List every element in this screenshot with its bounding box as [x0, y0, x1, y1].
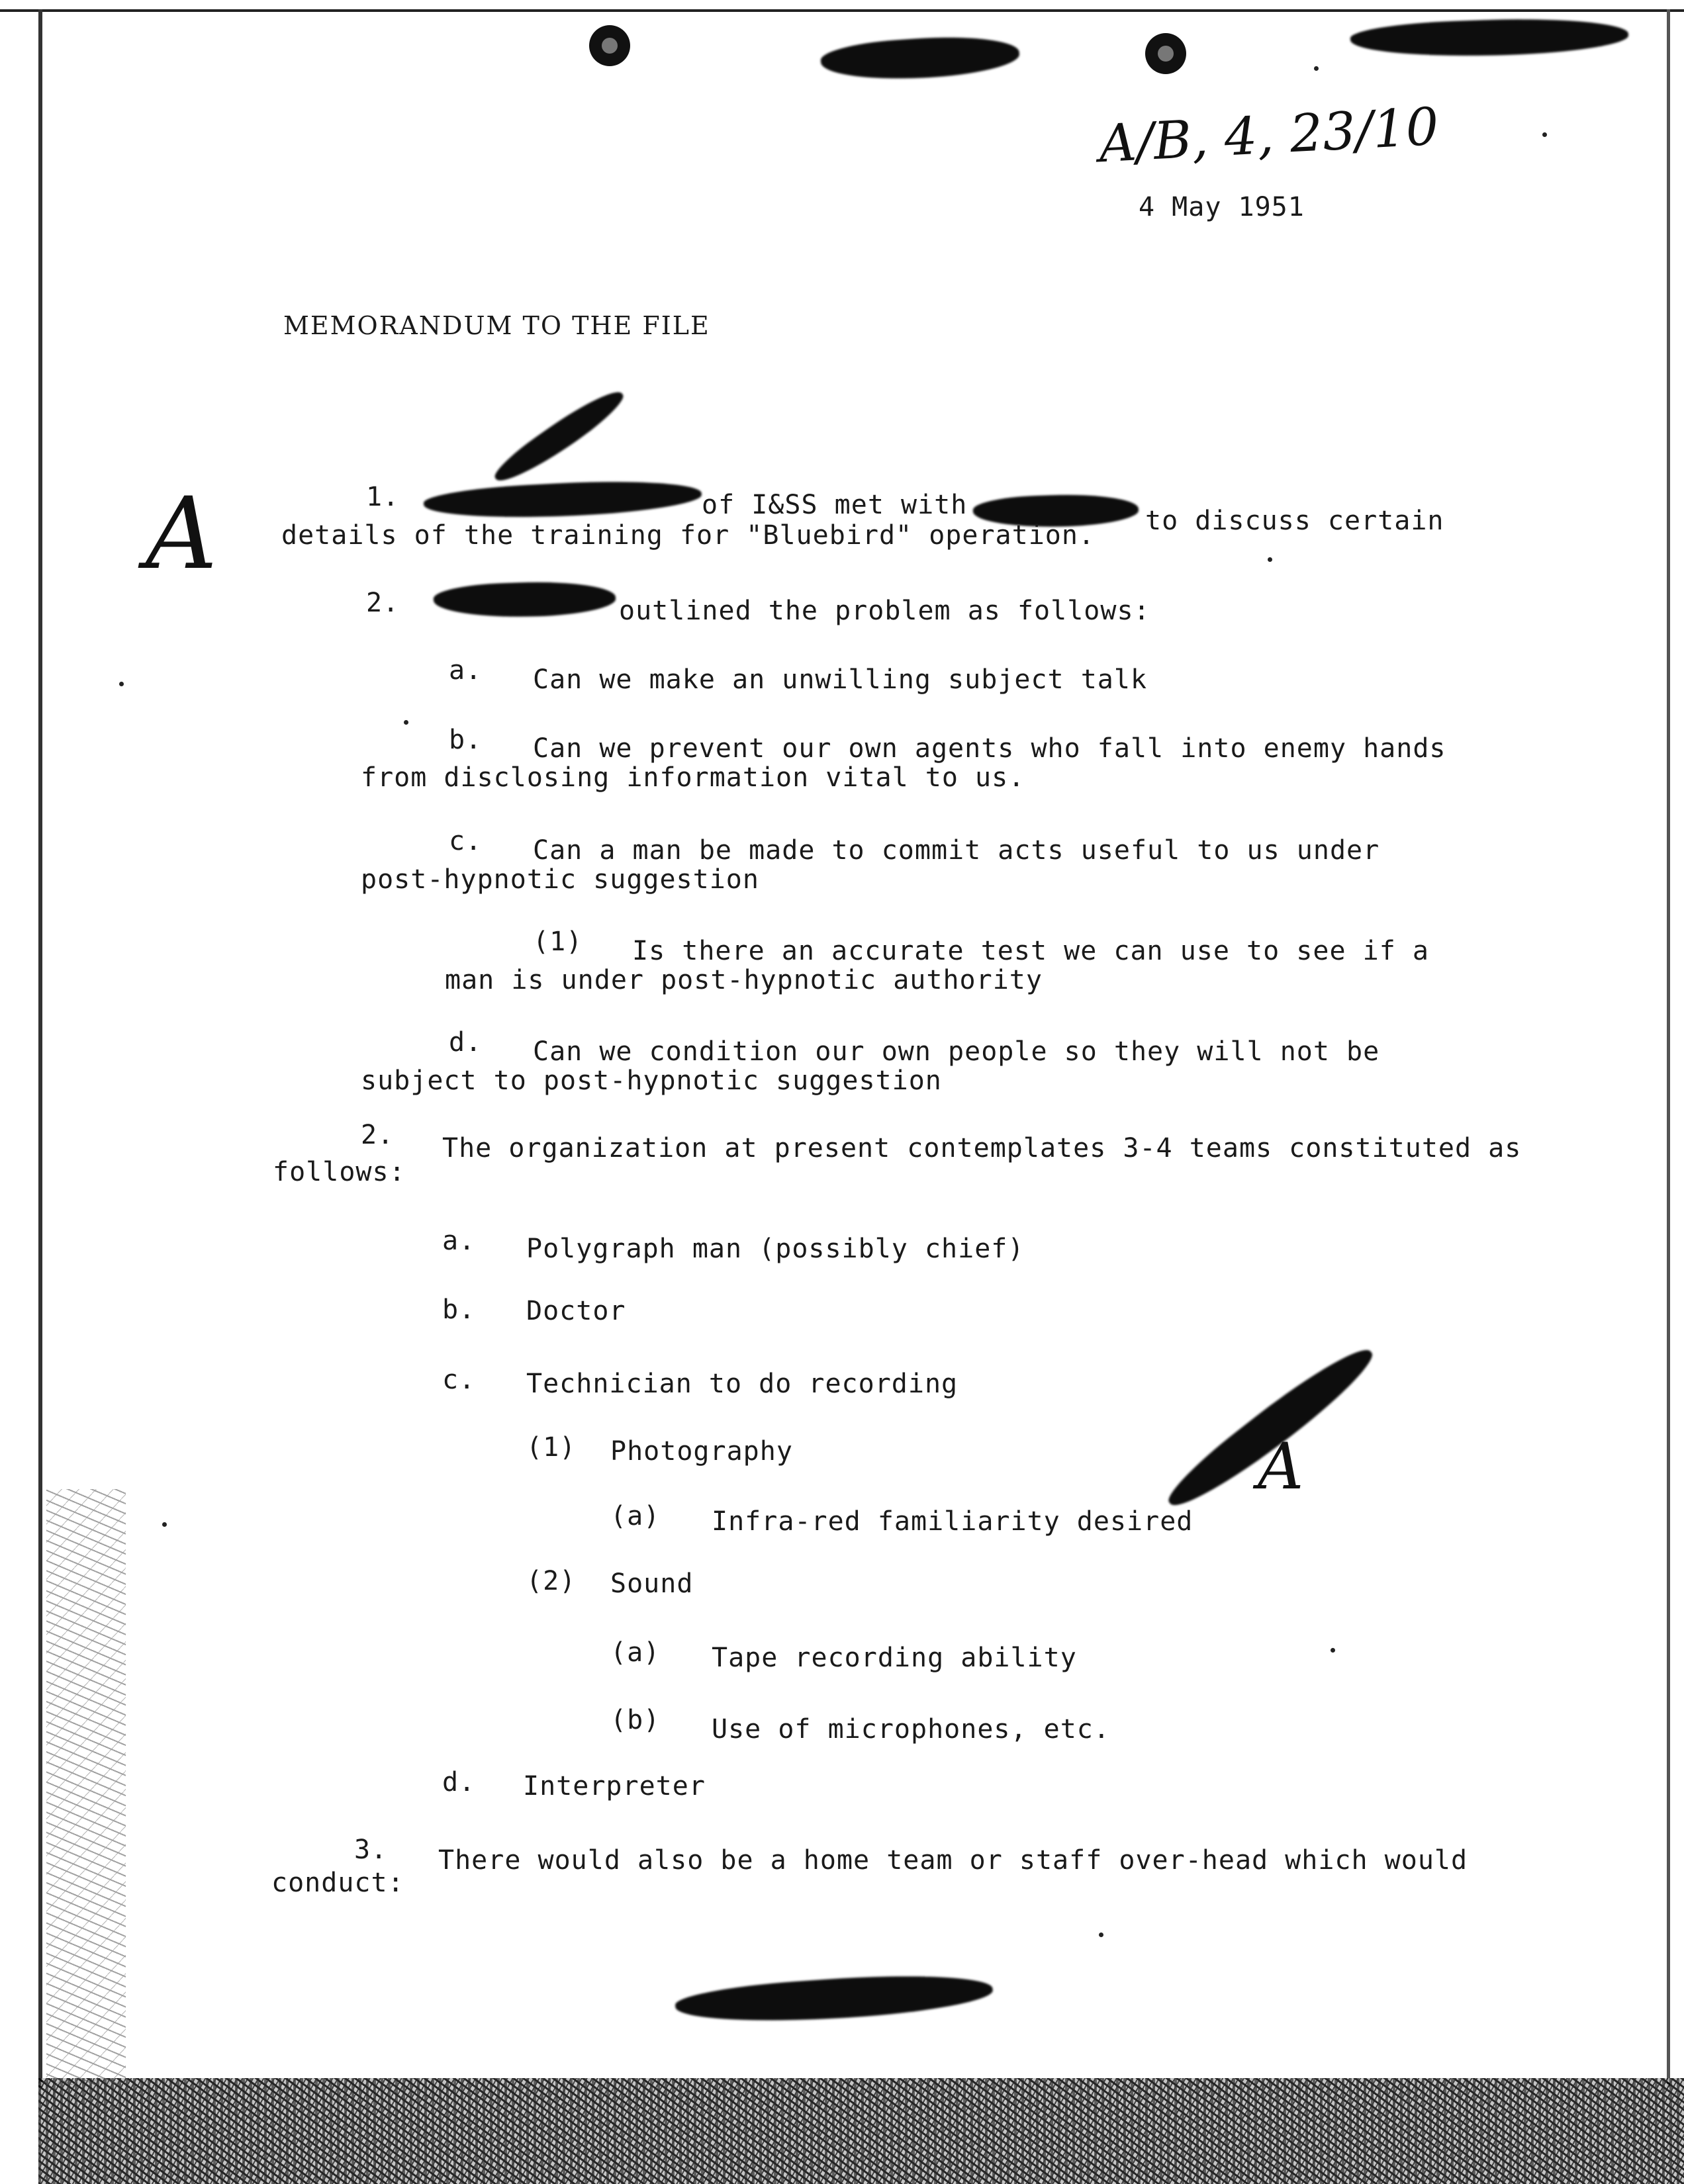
para2-subitem-1-line1: Is there an accurate test we can use to see if a — [632, 936, 1429, 966]
page-right-edge — [1667, 9, 1670, 2087]
para1-number: 1. — [366, 482, 400, 512]
scan-noise-bottom — [38, 2078, 1684, 2184]
team-subsub-b-text: Use of microphones, etc. — [712, 1714, 1110, 1745]
para2-number: 2. — [366, 588, 400, 618]
team-subitem-1-text: Photography — [610, 1436, 793, 1467]
scan-dot — [119, 682, 124, 686]
scan-dot — [1268, 557, 1272, 562]
team-subitem-2-text: Sound — [610, 1569, 694, 1599]
para3-line1: The organization at present contemplates 3-4 teams constituted as — [442, 1133, 1522, 1163]
scan-dot — [404, 720, 408, 725]
redaction-para2-name — [433, 579, 616, 620]
team-item-c-text: Technician to do recording — [526, 1369, 959, 1399]
para2-item-c-line1: Can a man be made to commit acts useful to us under — [533, 835, 1380, 866]
para2-item-b-label: b. — [449, 725, 483, 755]
punch-hole-left — [589, 25, 630, 66]
para1-line2: details of the training for "Bluebird" operation. — [281, 520, 1096, 551]
redaction-top-right — [1350, 15, 1629, 61]
team-subitem-1-label: (1) — [526, 1432, 577, 1463]
memo-date: 4 May 1951 — [1139, 192, 1305, 222]
para1-line1-part2: to discuss certain — [1145, 506, 1444, 536]
margin-mark-a-mid: A — [1258, 1430, 1304, 1504]
redaction-para1-name — [423, 476, 702, 523]
para2-subitem-1-line2: man is under post-hypnotic authority — [445, 965, 1043, 995]
team-subitem-2-label: (2) — [526, 1566, 577, 1596]
para2-intro: outlined the problem as follows: — [619, 596, 1150, 626]
para2-subitem-1-label: (1) — [533, 927, 583, 957]
team-subsub-a2-text: Tape recording ability — [712, 1643, 1077, 1673]
para2-item-d-label: d. — [449, 1027, 483, 1058]
team-item-d-label: d. — [442, 1767, 476, 1797]
scan-dot — [1331, 1648, 1335, 1653]
para4-line2: conduct: — [271, 1868, 404, 1898]
para3-line2: follows: — [273, 1157, 406, 1187]
team-item-d-text: Interpreter — [523, 1771, 706, 1801]
redaction-top-center — [819, 32, 1020, 85]
para2-item-c-label: c. — [449, 826, 483, 856]
team-item-a-text: Polygraph man (possibly chief) — [526, 1234, 1025, 1264]
team-item-b-label: b. — [442, 1295, 476, 1325]
margin-mark-a: A — [146, 477, 218, 592]
redaction-bottom — [674, 1968, 994, 2029]
para2-item-a-line1: Can we make an unwilling subject talk — [533, 664, 1148, 695]
para4-number: 3. — [354, 1835, 388, 1865]
team-subsub-a-text: Infra-red familiarity desired — [712, 1506, 1193, 1537]
team-item-a-label: a. — [442, 1226, 476, 1256]
memo-title: MEMORANDUM TO THE FILE — [283, 311, 710, 340]
page-left-edge — [38, 9, 42, 2087]
scan-noise-left — [46, 1489, 126, 2085]
redaction-para1-scribble — [489, 383, 629, 492]
para2-item-b-line2: from disclosing information vital to us. — [361, 762, 1025, 793]
para1-line1-part1: of I&SS met with — [702, 490, 968, 520]
team-subsub-a-label: (a) — [610, 1501, 661, 1531]
scan-dot — [1099, 1933, 1103, 1937]
team-item-b-text: Doctor — [526, 1296, 626, 1326]
team-item-c-label: c. — [442, 1365, 476, 1395]
scan-dot — [1314, 66, 1319, 71]
team-subsub-b-label: (b) — [610, 1705, 661, 1735]
para2-item-d-line1: Can we condition our own people so they will not be — [533, 1036, 1380, 1067]
scan-dot — [1542, 132, 1547, 137]
para4-line1: There would also be a home team or staff over-head which would — [438, 1845, 1468, 1876]
team-subsub-a2-label: (a) — [610, 1637, 661, 1668]
para3-number: 2. — [361, 1120, 395, 1150]
para2-item-c-line2: post-hypnotic suggestion — [361, 864, 759, 895]
page-top-edge — [0, 9, 1684, 12]
para2-item-b-line1: Can we prevent our own agents who fall into enemy hands — [533, 733, 1446, 764]
handwritten-file-reference: A/B, 4, 23/10 — [1097, 97, 1440, 175]
para2-item-d-line2: subject to post-hypnotic suggestion — [361, 1066, 942, 1096]
scan-dot — [162, 1522, 167, 1527]
punch-hole-right — [1145, 33, 1186, 74]
para2-item-a-label: a. — [449, 655, 483, 686]
